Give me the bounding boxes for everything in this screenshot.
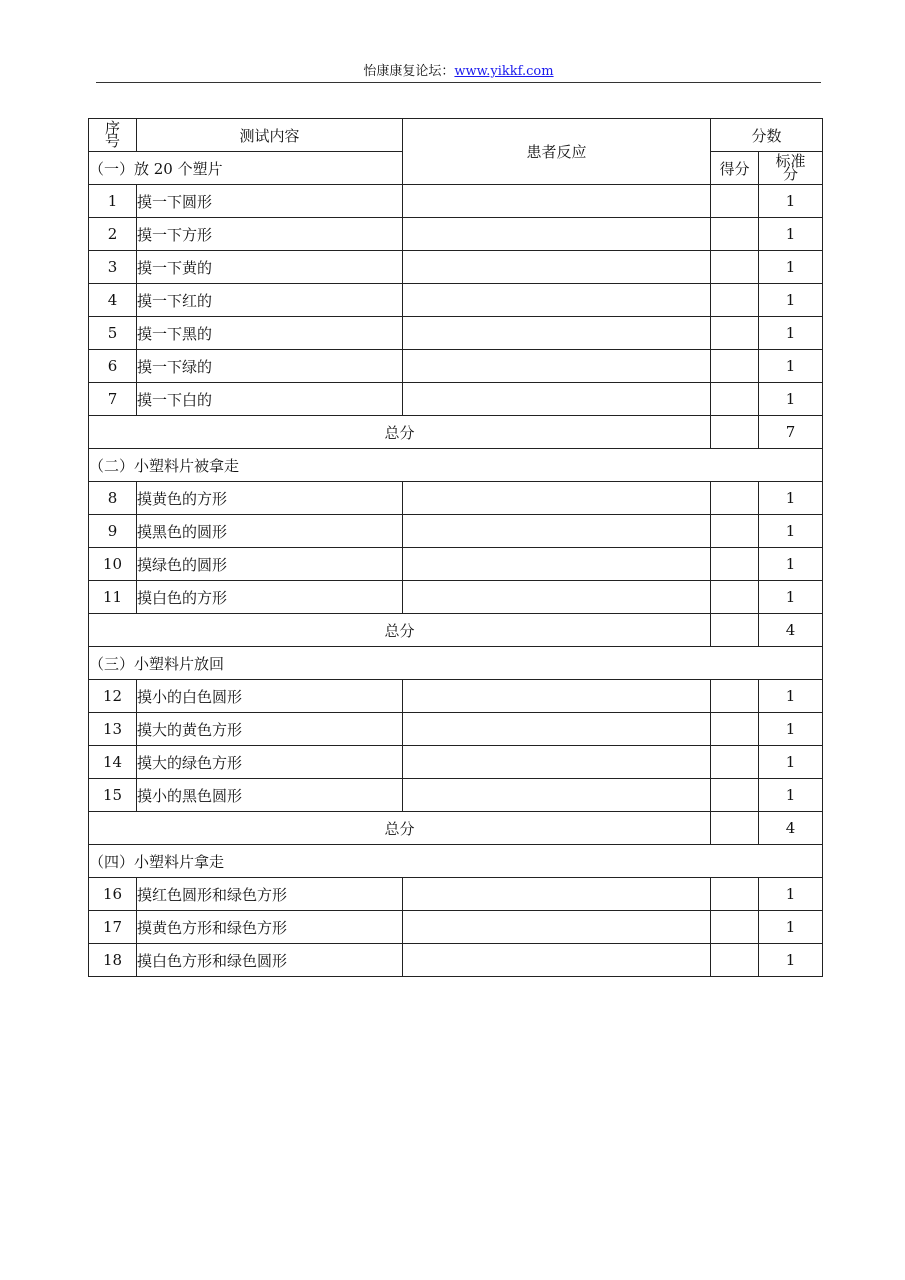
- standard-score: 1: [759, 350, 823, 383]
- table-row: [89, 515, 823, 548]
- item-content: 摸一下黄的: [137, 251, 403, 284]
- item-number: 11: [89, 581, 137, 614]
- table-row: [89, 911, 823, 944]
- item-number: 6: [89, 350, 137, 383]
- section-title: （一）放 20 个塑片: [89, 152, 403, 185]
- table-row: [89, 779, 823, 812]
- item-number: 15: [89, 779, 137, 812]
- table-row: [89, 350, 823, 383]
- score-cell: [711, 581, 759, 614]
- standard-score: 1: [759, 284, 823, 317]
- response-cell: [403, 548, 711, 581]
- score-cell: [711, 185, 759, 218]
- score-cell: [711, 383, 759, 416]
- score-cell: [711, 218, 759, 251]
- standard-score: 1: [759, 944, 823, 977]
- standard-score: 1: [759, 185, 823, 218]
- header-num-line1: 序: [104, 119, 120, 137]
- item-content: 摸黄色的方形: [137, 482, 403, 515]
- total-row: [89, 614, 823, 647]
- response-cell: [403, 944, 711, 977]
- item-number: 16: [89, 878, 137, 911]
- response-cell: [403, 878, 711, 911]
- header-response: 患者反应: [403, 119, 711, 185]
- site-link[interactable]: www.yikkf.com: [454, 64, 554, 79]
- item-number: 17: [89, 911, 137, 944]
- section-header-row: [89, 845, 823, 878]
- response-cell: [403, 515, 711, 548]
- item-content: 摸一下圆形: [137, 185, 403, 218]
- response-cell: [403, 680, 711, 713]
- item-number: 5: [89, 317, 137, 350]
- total-row: [89, 812, 823, 845]
- item-content: 摸一下绿的: [137, 350, 403, 383]
- response-cell: [403, 218, 711, 251]
- site-label: 怡康康复论坛：: [363, 64, 455, 79]
- item-content: 摸大的绿色方形: [137, 746, 403, 779]
- response-cell: [403, 581, 711, 614]
- table-row: [89, 218, 823, 251]
- total-label: 总分: [89, 416, 711, 449]
- table-row: [89, 317, 823, 350]
- total-standard: 4: [759, 614, 823, 647]
- table-row: [89, 680, 823, 713]
- response-cell: [403, 911, 711, 944]
- standard-score: 1: [759, 746, 823, 779]
- score-cell: [711, 878, 759, 911]
- total-label: 总分: [89, 614, 711, 647]
- header-row: [89, 119, 823, 152]
- table-row: [89, 548, 823, 581]
- total-score-cell: [711, 416, 759, 449]
- table-row: [89, 944, 823, 977]
- standard-score: 1: [759, 548, 823, 581]
- item-number: 7: [89, 383, 137, 416]
- score-cell: [711, 548, 759, 581]
- score-cell: [711, 284, 759, 317]
- standard-score: 1: [759, 251, 823, 284]
- item-content: 摸黑色的圆形: [137, 515, 403, 548]
- table-row: [89, 746, 823, 779]
- item-number: 9: [89, 515, 137, 548]
- response-cell: [403, 746, 711, 779]
- page-header: [96, 62, 821, 83]
- item-number: 10: [89, 548, 137, 581]
- item-number: 14: [89, 746, 137, 779]
- score-cell: [711, 515, 759, 548]
- item-content: 摸一下白的: [137, 383, 403, 416]
- item-number: 3: [89, 251, 137, 284]
- item-content: 摸白色方形和绿色圆形: [137, 944, 403, 977]
- standard-score: 1: [759, 878, 823, 911]
- standard-score: 1: [759, 383, 823, 416]
- item-content: 摸一下红的: [137, 284, 403, 317]
- total-row: [89, 416, 823, 449]
- header-std-line1: 标准: [775, 152, 806, 170]
- item-content: 摸红色圆形和绿色方形: [137, 878, 403, 911]
- response-cell: [403, 713, 711, 746]
- section-title: （三）小塑料片放回: [89, 647, 823, 680]
- standard-score: 1: [759, 515, 823, 548]
- item-number: 2: [89, 218, 137, 251]
- item-number: 4: [89, 284, 137, 317]
- header-score-group: 分数: [711, 119, 823, 152]
- total-score-cell: [711, 614, 759, 647]
- table-row: [89, 878, 823, 911]
- section-title: （二）小塑料片被拿走: [89, 449, 823, 482]
- item-number: 1: [89, 185, 137, 218]
- score-cell: [711, 251, 759, 284]
- response-cell: [403, 779, 711, 812]
- standard-score: 1: [759, 911, 823, 944]
- standard-score: 1: [759, 218, 823, 251]
- table-row: [89, 251, 823, 284]
- standard-score: 1: [759, 713, 823, 746]
- response-cell: [403, 185, 711, 218]
- total-label: 总分: [89, 812, 711, 845]
- item-content: 摸一下黑的: [137, 317, 403, 350]
- response-cell: [403, 350, 711, 383]
- section-title: （四）小塑料片拿走: [89, 845, 823, 878]
- standard-score: 1: [759, 317, 823, 350]
- table-row: [89, 284, 823, 317]
- section-header-row: [89, 647, 823, 680]
- header-num-line2: 号: [104, 132, 120, 150]
- assessment-table: [88, 118, 823, 977]
- score-cell: [711, 317, 759, 350]
- score-cell: [711, 779, 759, 812]
- standard-score: 1: [759, 482, 823, 515]
- score-cell: [711, 944, 759, 977]
- response-cell: [403, 284, 711, 317]
- item-number: 12: [89, 680, 137, 713]
- standard-score: 1: [759, 680, 823, 713]
- score-cell: [711, 482, 759, 515]
- table-row: [89, 383, 823, 416]
- response-cell: [403, 251, 711, 284]
- standard-score: 1: [759, 581, 823, 614]
- score-cell: [711, 911, 759, 944]
- header-std-line2: 分: [783, 165, 799, 183]
- score-cell: [711, 350, 759, 383]
- section-header-row: [89, 449, 823, 482]
- table-row: [89, 482, 823, 515]
- total-standard: 7: [759, 416, 823, 449]
- header-score: 得分: [711, 152, 759, 185]
- header-std: [759, 152, 823, 185]
- response-cell: [403, 383, 711, 416]
- item-content: 摸小的黑色圆形: [137, 779, 403, 812]
- total-standard: 4: [759, 812, 823, 845]
- table-row: [89, 185, 823, 218]
- item-content: 摸大的黄色方形: [137, 713, 403, 746]
- table-row: [89, 581, 823, 614]
- header-num: [89, 119, 137, 152]
- header-content: 测试内容: [137, 119, 403, 152]
- item-content: 摸黄色方形和绿色方形: [137, 911, 403, 944]
- score-cell: [711, 746, 759, 779]
- item-content: 摸绿色的圆形: [137, 548, 403, 581]
- score-cell: [711, 680, 759, 713]
- score-cell: [711, 713, 759, 746]
- item-content: 摸白色的方形: [137, 581, 403, 614]
- response-cell: [403, 317, 711, 350]
- item-number: 8: [89, 482, 137, 515]
- total-score-cell: [711, 812, 759, 845]
- item-number: 13: [89, 713, 137, 746]
- response-cell: [403, 482, 711, 515]
- standard-score: 1: [759, 779, 823, 812]
- item-number: 18: [89, 944, 137, 977]
- item-content: 摸小的白色圆形: [137, 680, 403, 713]
- table-row: [89, 713, 823, 746]
- item-content: 摸一下方形: [137, 218, 403, 251]
